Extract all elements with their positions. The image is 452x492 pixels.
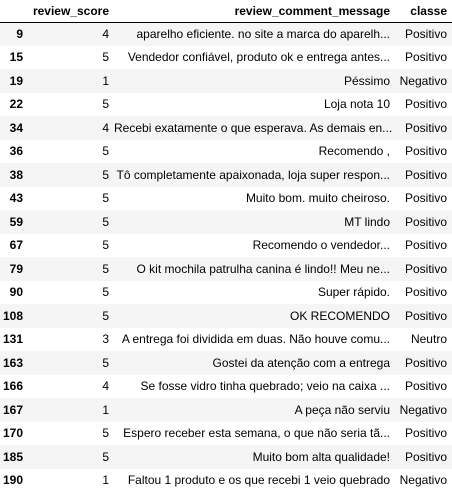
- review-comment-message-cell: aparelho eficiente. no site a marca do aparelh...: [136, 27, 390, 41]
- review-comment-message-header: review_comment_message: [114, 0, 395, 22]
- table-row: [0, 116, 452, 140]
- row-index: 19: [9, 73, 23, 88]
- review-comment-message-cell: A entrega foi dividida em duas. Não houve comu...: [121, 332, 390, 347]
- row-index: 34: [9, 120, 23, 135]
- review-comment-message-cell: Péssimo: [343, 73, 390, 88]
- review-comment-message-cell: OK RECOMENDO: [289, 308, 390, 323]
- classe-cell: Positivo: [404, 50, 447, 65]
- review-score-cell: 3: [102, 332, 109, 347]
- classe-cell: Positivo: [404, 449, 447, 464]
- classe-cell: Positivo: [404, 308, 447, 323]
- header-row: [0, 0, 452, 22]
- row-index: 36: [9, 144, 23, 159]
- table-row: [0, 281, 452, 305]
- row-index: 163: [2, 355, 23, 370]
- classe-cell: Positivo: [404, 97, 447, 112]
- review-score-cell: 5: [102, 167, 109, 182]
- classe-cell: Positivo: [404, 238, 447, 253]
- review-comment-message-cell: Muito bom alta qualidade!: [252, 449, 390, 464]
- review-score-cell: 5: [102, 144, 109, 159]
- review-comment-message-cell: Recebi exatamente o que esperava. As demais en...: [114, 120, 393, 135]
- row-index: 38: [9, 167, 23, 182]
- classe-cell: Positivo: [404, 214, 447, 229]
- review-comment-message-cell: Vendedor confiável, produto ok e entrega antes...: [127, 50, 390, 65]
- review-score-cell: 4: [102, 120, 109, 135]
- review-score-cell: 1: [102, 73, 109, 88]
- table-row: [0, 187, 452, 211]
- classe-cell: Positivo: [404, 379, 447, 394]
- review-comment-message-cell: Tô completamente apaixonada, loja super respon...: [116, 167, 390, 182]
- review-score-cell: 1: [102, 402, 109, 417]
- review-score-cell: 1: [102, 473, 109, 488]
- classe-cell: Positivo: [404, 27, 447, 41]
- row-index: 185: [2, 449, 23, 464]
- row-index: 170: [2, 426, 23, 441]
- table-body: [0, 22, 452, 492]
- review-comment-message-cell: Espero receber esta semana, o que não seria tã...: [123, 426, 390, 441]
- review-comment-message-cell: Loja nota 10: [323, 97, 390, 112]
- table-row: [0, 422, 452, 446]
- table-row: [0, 140, 452, 164]
- row-index: 67: [9, 238, 23, 253]
- review-score-cell: 5: [102, 355, 109, 370]
- row-index: 43: [9, 191, 23, 206]
- review-score-cell: 4: [102, 379, 109, 394]
- review-score-header: review_score: [28, 0, 114, 22]
- review-score-cell: 5: [102, 214, 109, 229]
- row-index: 15: [9, 50, 23, 65]
- table-row: [0, 93, 452, 117]
- classe-cell: Positivo: [404, 144, 447, 159]
- table-row: [0, 304, 452, 328]
- table-row: [0, 351, 452, 375]
- review-score-cell: 5: [102, 285, 109, 300]
- review-comment-message-cell: A peça não serviu: [294, 402, 390, 417]
- review-score-cell: 5: [102, 261, 109, 276]
- table-row: [0, 375, 452, 399]
- table-row: [0, 257, 452, 281]
- table-row: [0, 445, 452, 469]
- review-comment-message-cell: Muito bom. muito cheiroso.: [245, 191, 390, 206]
- table-row: [0, 234, 452, 258]
- classe-cell: Negativo: [399, 473, 447, 488]
- row-index: 59: [9, 214, 23, 229]
- classe-cell: Negativo: [399, 73, 447, 88]
- review-comment-message-cell: Se fosse vidro tinha quebrado; veio na caixa ...: [140, 379, 390, 394]
- classe-cell: Positivo: [404, 261, 447, 276]
- review-score-cell: 5: [102, 50, 109, 65]
- review-comment-message-cell: O kit mochila patrulha canina é lindo!! Meu ne...: [136, 261, 390, 276]
- classe-cell: Positivo: [404, 120, 447, 135]
- table-row: [0, 46, 452, 70]
- classe-cell: Positivo: [404, 167, 447, 182]
- table-header: [0, 0, 452, 22]
- classe-cell: Positivo: [404, 355, 447, 370]
- review-comment-message-cell: Recomendo ,: [318, 144, 390, 159]
- table-row: [0, 398, 452, 422]
- classe-cell: Positivo: [404, 285, 447, 300]
- row-index: 190: [2, 473, 23, 488]
- review-comment-message-cell: Gostei da atenção com a entrega: [212, 355, 390, 370]
- classe-cell: Negativo: [399, 402, 447, 417]
- classe-cell: Positivo: [404, 426, 447, 441]
- classe-cell: Positivo: [404, 191, 447, 206]
- row-index: 9: [16, 27, 23, 41]
- review-comment-message-cell: Recomendo o vendedor...: [252, 238, 390, 253]
- row-index: 108: [2, 308, 23, 323]
- classe-cell: Neutro: [410, 332, 447, 347]
- row-index: 166: [2, 379, 23, 394]
- index-header: [0, 0, 28, 22]
- row-index: 131: [2, 332, 23, 347]
- review-score-cell: 4: [102, 27, 109, 41]
- row-index: 79: [9, 261, 23, 276]
- review-score-cell: 5: [102, 426, 109, 441]
- row-index: 167: [2, 402, 23, 417]
- review-score-cell: 5: [102, 449, 109, 464]
- review-comment-message-cell: Faltou 1 produto e os que recebi 1 veio quebrado: [127, 473, 390, 488]
- table-row: [0, 210, 452, 234]
- table-row: [0, 469, 452, 492]
- review-score-cell: 5: [102, 97, 109, 112]
- table-row: [0, 328, 452, 352]
- classe-header: classe: [395, 0, 452, 22]
- table-row: [0, 22, 452, 46]
- review-score-cell: 5: [102, 238, 109, 253]
- row-index: 90: [9, 285, 23, 300]
- review-score-cell: 5: [102, 308, 109, 323]
- review-comment-message-cell: Super rápido.: [317, 285, 390, 300]
- row-index: 22: [9, 97, 23, 112]
- table-row: [0, 69, 452, 93]
- table-row: [0, 163, 452, 187]
- review-score-cell: 5: [102, 191, 109, 206]
- review-comment-message-cell: MT lindo: [344, 214, 390, 229]
